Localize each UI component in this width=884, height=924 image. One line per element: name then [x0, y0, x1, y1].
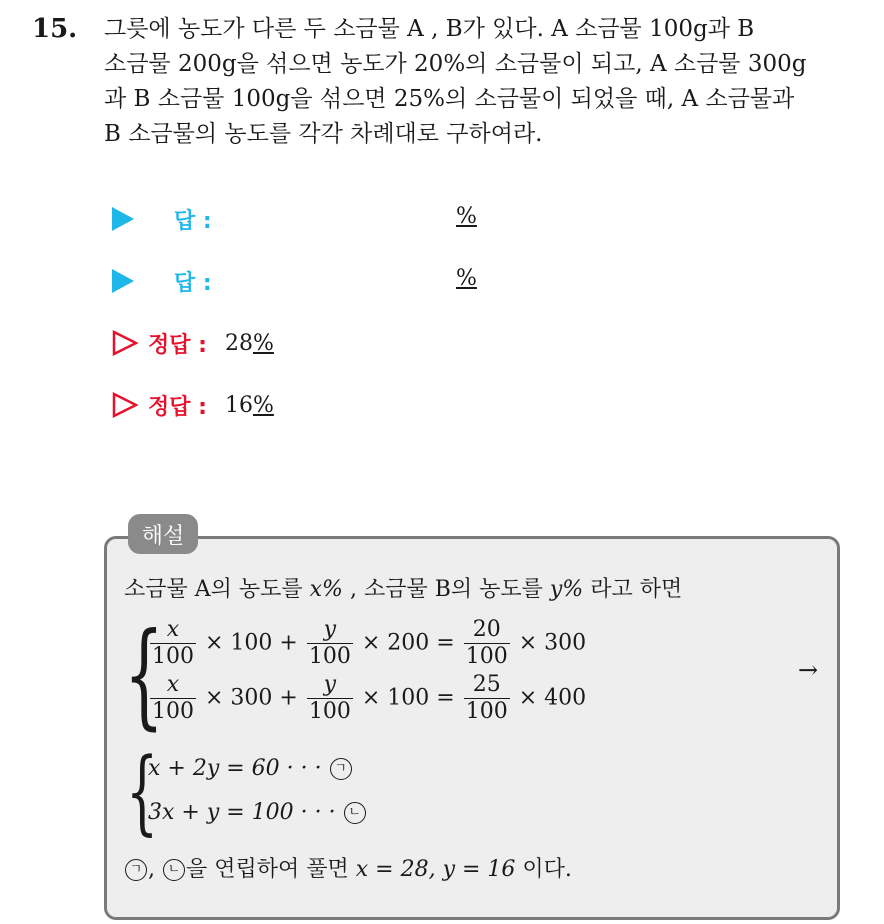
circled-mark-2: ㄴ: [163, 859, 185, 881]
equation-2: $\frac{x}{100}$ × 300 + $\frac{y}{100}$ × 100 = $\frac{25}{100}$ × 400: [152, 672, 587, 724]
play-triangle-icon: [112, 207, 134, 231]
question-line-2: 소금물 200g을 섞으면 농도가 20%의 소금물이 되고, A 소금물 300g: [104, 51, 807, 77]
question-number: 15.: [32, 14, 78, 44]
correct-label: 정답 :: [148, 394, 207, 420]
correct-value: 16%: [224, 392, 274, 418]
question-line-1: 그릇에 농도가 다른 두 소금물 A , B가 있다. A 소금물 100g과 B: [104, 16, 755, 42]
answer-unit: %: [456, 204, 477, 229]
system-eq-2: 3x + y = 100 · · · ㄴ: [148, 800, 367, 825]
answer-label: 답 :: [174, 208, 212, 234]
equation-1: $\frac{x}{100}$ × 100 + $\frac{y}{100}$ × 200 = $\frac{20}{100}$ × 300: [152, 617, 587, 669]
answer-row-2[interactable]: [112, 264, 212, 298]
circled-mark-1: ㄱ: [125, 859, 147, 881]
play-triangle-icon: [112, 269, 134, 293]
correct-answer-row-1: [112, 325, 274, 361]
explanation-tag: 해설: [128, 514, 198, 554]
answer-row-1[interactable]: [112, 202, 212, 236]
correct-value: 28%: [224, 330, 274, 356]
outline-triangle-icon: [112, 330, 138, 356]
circled-mark-1: ㄱ: [330, 758, 352, 780]
question-line-3: 과 B 소금물 100g을 섞으면 25%의 소금물이 되었을 때, A 소금물과: [104, 86, 795, 112]
explanation-intro: 소금물 A의 농도를 x% , 소금물 B의 농도를 y% 라고 하면: [124, 577, 683, 602]
question-line-4: B 소금물의 농도를 각각 차례대로 구하여라.: [104, 121, 543, 147]
circled-mark-2: ㄴ: [344, 802, 366, 824]
question-text: [104, 12, 866, 152]
left-brace: {: [126, 738, 159, 845]
answer-unit: %: [456, 266, 477, 291]
right-arrow-icon: →: [798, 656, 819, 684]
left-brace: {: [124, 608, 164, 741]
outline-triangle-icon: [112, 392, 138, 418]
answer-label: 답 :: [174, 270, 212, 296]
explanation-conclusion: ㄱ , ㄴ 을 연립하여 풀면 x = 28, y = 16 이다.: [124, 852, 572, 883]
correct-answer-row-2: [112, 387, 274, 423]
correct-label: 정답 :: [148, 332, 207, 358]
system-eq-1: x + 2y = 60 · · · ㄱ: [148, 756, 353, 781]
